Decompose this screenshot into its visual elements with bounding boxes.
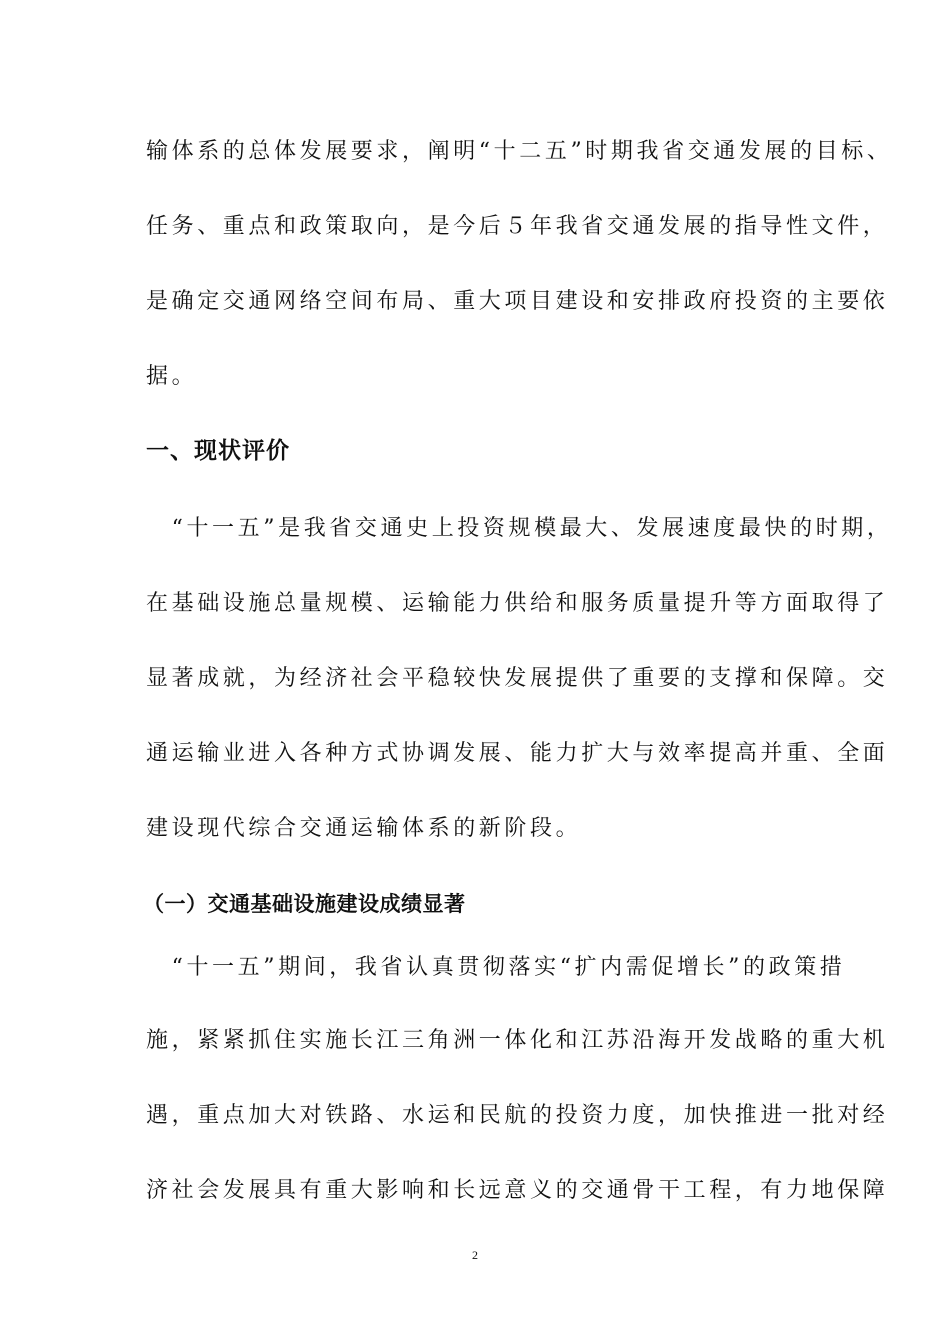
paragraph-line: 是确定交通网络空间布局、重大项目建设和安排政府投资的主要依 bbox=[146, 289, 889, 314]
section-heading: 一、现状评价 bbox=[146, 438, 290, 464]
page-number: 2 bbox=[472, 1248, 478, 1262]
paragraph-line: 济社会发展具有重大影响和长远意义的交通骨干工程，有力地保障 bbox=[146, 1178, 889, 1203]
paragraph-line: 显著成就，为经济社会平稳较快发展提供了重要的支撑和保障。交 bbox=[146, 666, 889, 691]
paragraph-line: 输体系的总体发展要求，阐明“十二五”时期我省交通发展的目标、 bbox=[146, 139, 893, 164]
paragraph-line: 据。 bbox=[146, 364, 198, 389]
paragraph-line: 通运输业进入各种方式协调发展、能力扩大与效率提高并重、全面 bbox=[146, 741, 889, 766]
paragraph-line: “十一五”是我省交通史上投资规模最大、发展速度最快的时期， bbox=[146, 516, 893, 541]
paragraph-line: 遇，重点加大对铁路、水运和民航的投资力度，加快推进一批对经 bbox=[146, 1103, 889, 1128]
paragraph-line: 建设现代综合交通运输体系的新阶段。 bbox=[146, 816, 582, 841]
paragraph-line: 任务、重点和政策取向，是今后５年我省交通发展的指导性文件， bbox=[146, 214, 889, 239]
subsection-heading: （一）交通基础设施建设成绩显著 bbox=[143, 892, 466, 916]
paragraph-line: 在基础设施总量规模、运输能力供给和服务质量提升等方面取得了 bbox=[146, 591, 889, 616]
paragraph-line: 施，紧紧抓住实施长江三角洲一体化和江苏沿海开发战略的重大机 bbox=[146, 1028, 889, 1053]
paragraph-line: “十一五”期间，我省认真贯彻落实“扩内需促增长”的政策措 bbox=[146, 955, 846, 980]
